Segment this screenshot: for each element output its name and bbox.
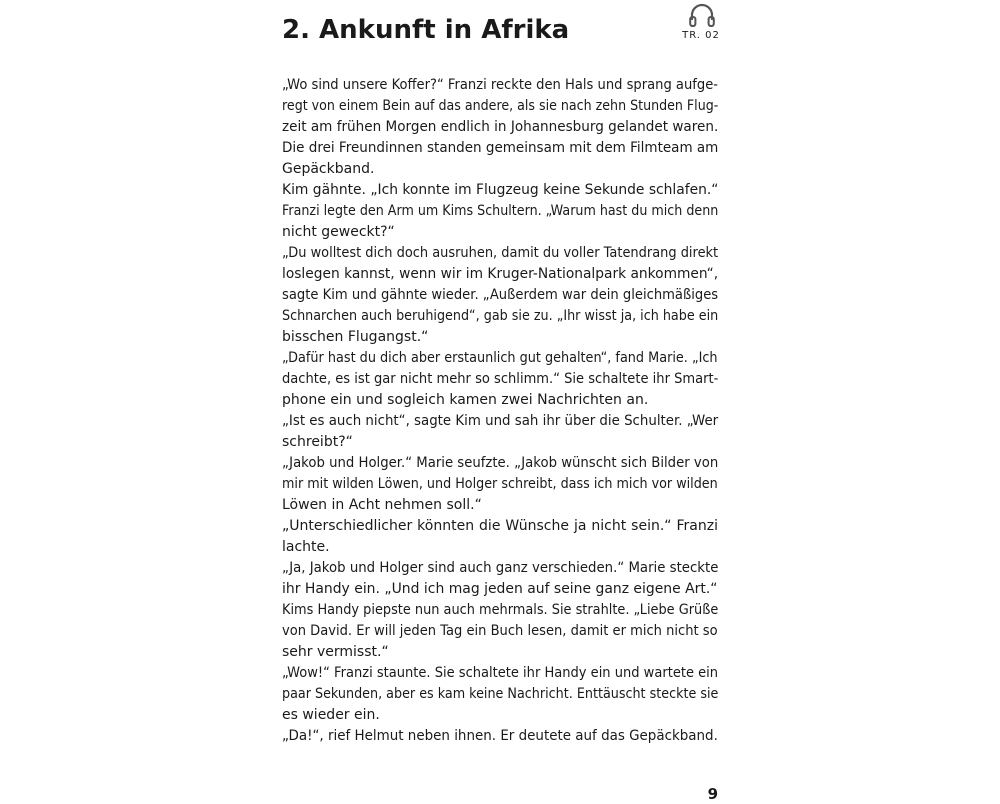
text-line: „Wow!“ Franzi staunte. Sie schaltete ihr Handy ein und wartete ein	[282, 665, 719, 681]
text-line: „Jakob und Holger.“ Marie seufzte. „Jakob wünscht sich Bilder von	[282, 455, 719, 471]
text-line: loslegen kannst, wenn wir im Kruger-Nationalpark ankommen“,	[282, 266, 719, 282]
text-line: nicht geweckt?“	[282, 224, 395, 240]
text-line: „Da!“, rief Helmut neben ihnen. Er deutete auf das Gepäckband.	[282, 728, 718, 744]
text-line: lachte.	[282, 539, 330, 555]
text-line: von David. Er will jeden Tag ein Buch lesen, damit er mich nicht so	[282, 623, 718, 639]
text-line: „Unterschiedlicher könnten die Wünsche ja nicht sein.“ Franzi	[282, 518, 718, 534]
text-line: schreibt?“	[282, 434, 353, 450]
text-line: zeit am frühen Morgen endlich in Johannesburg gelandet waren.	[282, 119, 719, 135]
text-line: „Dafür hast du dich aber erstaunlich gut gehalten“, fand Marie. „Ich	[282, 350, 718, 366]
headphones-icon	[688, 2, 716, 28]
text-line: Die drei Freundinnen standen gemeinsam mit dem Filmteam am	[282, 140, 719, 156]
text-line: dachte, es ist gar nicht mehr so schlimm.“ Sie schaltete ihr Smart-	[282, 371, 719, 387]
text-line: Gepäckband.	[282, 161, 375, 177]
text-line: sagte Kim und gähnte wieder. „Außerdem war dein gleichmäßiges	[282, 287, 719, 303]
text-line: Schnarchen auch beruhigend“, gab sie zu. „Ihr wisst ja, ich habe ein	[282, 308, 719, 324]
text-line: Löwen in Acht nehmen soll.“	[282, 497, 482, 513]
chapter-title: 2. Ankunft in Afrika	[282, 15, 570, 45]
text-line: „Du wolltest dich doch ausruhen, damit du voller Tatendrang direkt	[282, 245, 719, 261]
text-line: bisschen Flugangst.“	[282, 329, 429, 345]
audio-track-marker	[678, 0, 724, 44]
text-line: phone ein und sogleich kamen zwei Nachrichten an.	[282, 392, 649, 408]
text-line: „Ist es auch nicht“, sagte Kim und sah ihr über die Schulter. „Wer	[282, 413, 719, 429]
text-line: mir mit wilden Löwen, und Holger schreibt, dass ich mich vor wilden	[282, 476, 718, 492]
page-number: 9	[707, 785, 718, 803]
text-line: „Ja, Jakob und Holger sind auch ganz verschieden.“ Marie steckte	[282, 560, 719, 576]
text-line: ihr Handy ein. „Und ich mag jeden auf seine ganz eigene Art.“	[282, 581, 718, 597]
text-line: es wieder ein.	[282, 707, 380, 723]
story-text	[282, 75, 718, 747]
track-label: TR. 02	[682, 30, 720, 41]
text-line: Kim gähnte. „Ich konnte im Flugzeug keine Sekunde schlafen.“	[282, 182, 719, 198]
text-line: sehr vermisst.“	[282, 644, 389, 660]
text-line: regt von einem Bein auf das andere, als sie nach zehn Stunden Flug-	[282, 98, 719, 114]
text-line: paar Sekunden, aber es kam keine Nachricht. Enttäuscht steckte sie	[282, 686, 719, 702]
text-line: „Wo sind unsere Koffer?“ Franzi reckte den Hals und sprang aufge-	[282, 77, 718, 93]
text-line: Kims Handy piepste nun auch mehrmals. Sie strahlte. „Liebe Grüße	[282, 602, 719, 618]
text-line: Franzi legte den Arm um Kims Schultern. „Warum hast du mich denn	[282, 203, 719, 219]
